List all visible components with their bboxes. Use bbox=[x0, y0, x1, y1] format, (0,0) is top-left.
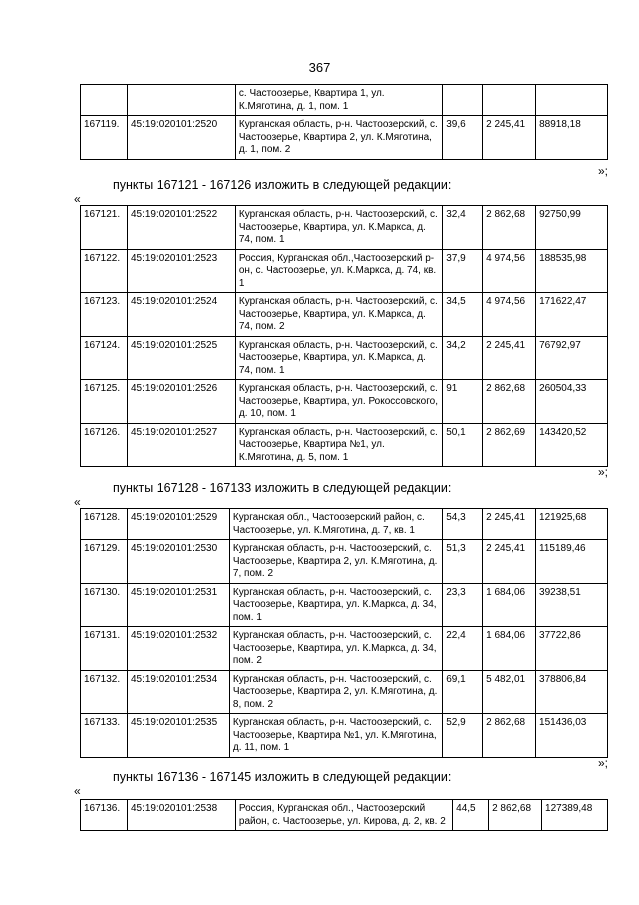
cadastral-number-cell: 45:19:020101:2538 bbox=[127, 800, 235, 831]
row-number-cell: 167128. bbox=[81, 509, 128, 540]
unit-value-cell: 5 482,01 bbox=[483, 670, 536, 714]
table-row bbox=[81, 293, 608, 337]
row-number-cell: 167129. bbox=[81, 540, 128, 584]
address-cell: Курганская область, р-н. Частоозерский, с. Частоозерье, Квартира, ул. К.Маркса, д. 34, пом. 2 bbox=[229, 627, 442, 671]
row-number-cell: 167122. bbox=[81, 249, 128, 293]
cadastral-value-cell: 378806,84 bbox=[536, 670, 608, 714]
table-row bbox=[81, 206, 608, 250]
row-number-cell: 167125. bbox=[81, 380, 128, 424]
closing-quote-1: »; bbox=[597, 164, 608, 178]
area-cell: 54,3 bbox=[443, 509, 483, 540]
registry-table-1 bbox=[80, 205, 608, 467]
cadastral-value-cell: 143420,52 bbox=[536, 423, 608, 467]
row-number-cell: 167119. bbox=[81, 116, 128, 160]
cadastral-value-cell: 151436,03 bbox=[536, 714, 608, 758]
area-cell: 52,9 bbox=[443, 714, 483, 758]
address-cell: Курганская область, р-н. Частоозерский, с. Частоозерье, Квартира №1, ул. К.Мяготина, д. 11, пом. 1 bbox=[229, 714, 442, 758]
row-number-cell bbox=[81, 85, 128, 116]
row-number-cell: 167136. bbox=[81, 800, 128, 831]
address-cell: Курганская обл., Частоозерский район, с. Частоозерье, ул. К.Мяготина, д. 7, кв. 1 bbox=[229, 509, 442, 540]
address-cell: Курганская область, р-н. Частоозерский, с. Частоозерье, Квартира 2, ул. К.Мяготина, д. 1, пом. 2 bbox=[235, 116, 442, 160]
opening-quote-1: « bbox=[74, 192, 81, 206]
row-number-cell: 167123. bbox=[81, 293, 128, 337]
address-cell: Курганская область, р-н. Частоозерский, с. Частоозерье, Квартира, ул. К.Маркса, д. 74, пом. 1 bbox=[235, 206, 442, 250]
amendment-heading-2: пункты 167128 - 167133 изложить в следующей редакции: bbox=[113, 481, 452, 495]
row-number-cell: 167130. bbox=[81, 583, 128, 627]
unit-value-cell: 2 245,41 bbox=[483, 540, 536, 584]
table-row bbox=[81, 116, 608, 160]
address-cell: Курганская область, р-н. Частоозерский, с. Частоозерье, Квартира, ул. К.Маркса, д. 74, пом. 2 bbox=[235, 293, 442, 337]
registry-table-3 bbox=[80, 799, 608, 831]
address-cell: Курганская область, р-н. Частоозерский, с. Частоозерье, Квартира, ул. К.Маркса, д. 34, пом. 1 bbox=[229, 583, 442, 627]
closing-quote-3: »; bbox=[597, 756, 608, 770]
address-cell: Россия, Курганская обл.,Частоозерский р-он, с. Частоозерье, ул. К.Маркса, д. 74, кв. 1 bbox=[235, 249, 442, 293]
table-row bbox=[81, 583, 608, 627]
area-cell: 23,3 bbox=[443, 583, 483, 627]
unit-value-cell: 2 245,41 bbox=[483, 509, 536, 540]
area-cell: 44,5 bbox=[453, 800, 489, 831]
closing-quote-2: »; bbox=[597, 465, 608, 479]
unit-value-cell: 2 245,41 bbox=[483, 116, 536, 160]
table-row bbox=[81, 85, 608, 116]
cadastral-value-cell: 88918,18 bbox=[536, 116, 608, 160]
table-row bbox=[81, 540, 608, 584]
cadastral-number-cell: 45:19:020101:2522 bbox=[127, 206, 235, 250]
table-row bbox=[81, 336, 608, 380]
cadastral-number-cell: 45:19:020101:2520 bbox=[127, 116, 235, 160]
address-cell: с. Частоозерье, Квартира 1, ул. К.Мяготина, д. 1, пом. 1 bbox=[235, 85, 442, 116]
cadastral-value-cell: 127389,48 bbox=[542, 800, 608, 831]
cadastral-value-cell: 121925,68 bbox=[536, 509, 608, 540]
unit-value-cell: 2 862,68 bbox=[483, 714, 536, 758]
cadastral-value-cell: 171622,47 bbox=[536, 293, 608, 337]
unit-value-cell: 1 684,06 bbox=[483, 583, 536, 627]
row-number-cell: 167133. bbox=[81, 714, 128, 758]
cadastral-value-cell: 92750,99 bbox=[536, 206, 608, 250]
address-cell: Курганская область, р-н. Частоозерский, с. Частоозерье, Квартира, ул. К.Маркса, д. 74, пом. 1 bbox=[235, 336, 442, 380]
unit-value-cell: 2 862,69 bbox=[483, 423, 536, 467]
unit-value-cell: 1 684,06 bbox=[483, 627, 536, 671]
cadastral-number-cell: 45:19:020101:2529 bbox=[127, 509, 229, 540]
cadastral-number-cell: 45:19:020101:2531 bbox=[127, 583, 229, 627]
unit-value-cell: 2 862,68 bbox=[489, 800, 542, 831]
table-row bbox=[81, 670, 608, 714]
cadastral-number-cell: 45:19:020101:2534 bbox=[127, 670, 229, 714]
cadastral-number-cell: 45:19:020101:2525 bbox=[127, 336, 235, 380]
area-cell: 91 bbox=[443, 380, 483, 424]
area-cell: 22,4 bbox=[443, 627, 483, 671]
area-cell: 37,9 bbox=[443, 249, 483, 293]
table-row bbox=[81, 509, 608, 540]
area-cell bbox=[443, 85, 483, 116]
address-cell: Курганская область, р-н. Частоозерский, с. Частоозерье, Квартира 2, ул. К.Мяготина, д. 8, пом. 2 bbox=[229, 670, 442, 714]
cadastral-number-cell bbox=[127, 85, 235, 116]
unit-value-cell: 2 862,68 bbox=[483, 206, 536, 250]
table-row bbox=[81, 423, 608, 467]
row-number-cell: 167131. bbox=[81, 627, 128, 671]
cadastral-value-cell: 39238,51 bbox=[536, 583, 608, 627]
opening-quote-3: « bbox=[74, 784, 81, 798]
registry-table-2 bbox=[80, 508, 608, 758]
amendment-heading-3: пункты 167136 - 167145 изложить в следующей редакции: bbox=[113, 770, 452, 784]
address-cell: Курганская область, р-н. Частоозерский, с. Частоозерье, Квартира №1, ул. К.Мяготина, д. 5, пом. 1 bbox=[235, 423, 442, 467]
address-cell: Россия, Курганская обл., Частоозерский район, с. Частоозерье, ул. Кирова, д. 2, кв. 2 bbox=[235, 800, 452, 831]
unit-value-cell: 2 862,68 bbox=[483, 380, 536, 424]
row-number-cell: 167121. bbox=[81, 206, 128, 250]
area-cell: 39,6 bbox=[443, 116, 483, 160]
address-cell: Курганская область, р-н. Частоозерский, с. Частоозерье, Квартира, ул. Рокоссовского, д. 10, пом. 1 bbox=[235, 380, 442, 424]
cadastral-number-cell: 45:19:020101:2526 bbox=[127, 380, 235, 424]
table-row bbox=[81, 627, 608, 671]
area-cell: 51,3 bbox=[443, 540, 483, 584]
opening-quote-2: « bbox=[74, 495, 81, 509]
row-number-cell: 167132. bbox=[81, 670, 128, 714]
unit-value-cell bbox=[483, 85, 536, 116]
page-number: 367 bbox=[308, 60, 331, 75]
cadastral-value-cell: 37722,86 bbox=[536, 627, 608, 671]
cadastral-value-cell: 115189,46 bbox=[536, 540, 608, 584]
cadastral-number-cell: 45:19:020101:2530 bbox=[127, 540, 229, 584]
cadastral-value-cell bbox=[536, 85, 608, 116]
area-cell: 69,1 bbox=[443, 670, 483, 714]
row-number-cell: 167124. bbox=[81, 336, 128, 380]
cadastral-value-cell: 188535,98 bbox=[536, 249, 608, 293]
cadastral-value-cell: 76792,97 bbox=[536, 336, 608, 380]
area-cell: 32,4 bbox=[443, 206, 483, 250]
area-cell: 50,1 bbox=[443, 423, 483, 467]
table-row bbox=[81, 800, 608, 831]
table-row bbox=[81, 249, 608, 293]
unit-value-cell: 4 974,56 bbox=[483, 249, 536, 293]
amendment-heading-1: пункты 167121 - 167126 изложить в следующей редакции: bbox=[113, 178, 452, 192]
area-cell: 34,5 bbox=[443, 293, 483, 337]
unit-value-cell: 4 974,56 bbox=[483, 293, 536, 337]
table-row bbox=[81, 714, 608, 758]
cadastral-number-cell: 45:19:020101:2523 bbox=[127, 249, 235, 293]
cadastral-number-cell: 45:19:020101:2532 bbox=[127, 627, 229, 671]
address-cell: Курганская область, р-н. Частоозерский, с. Частоозерье, Квартира 2, ул. К.Мяготина, д. 7, пом. 2 bbox=[229, 540, 442, 584]
cadastral-number-cell: 45:19:020101:2524 bbox=[127, 293, 235, 337]
cadastral-value-cell: 260504,33 bbox=[536, 380, 608, 424]
cadastral-number-cell: 45:19:020101:2527 bbox=[127, 423, 235, 467]
cadastral-number-cell: 45:19:020101:2535 bbox=[127, 714, 229, 758]
unit-value-cell: 2 245,41 bbox=[483, 336, 536, 380]
registry-table-0 bbox=[80, 84, 608, 160]
row-number-cell: 167126. bbox=[81, 423, 128, 467]
table-row bbox=[81, 380, 608, 424]
area-cell: 34,2 bbox=[443, 336, 483, 380]
